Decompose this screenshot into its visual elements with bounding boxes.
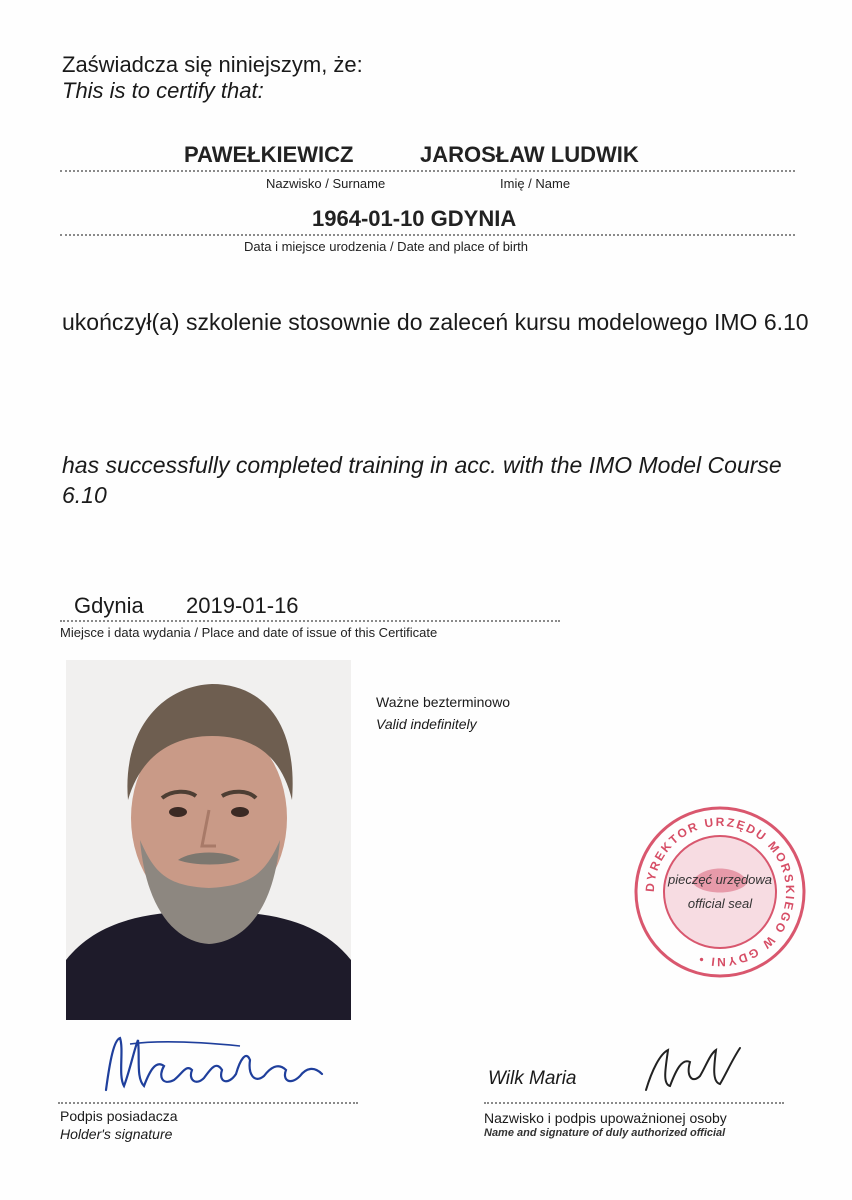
seal-stamp-graphic (632, 804, 808, 980)
authorized-signature-line (484, 1102, 784, 1104)
issue-label: Miejsce i data wydania / Place and date of issue of this Certificate (60, 625, 438, 640)
completion-text-en: has successfully completed training in acc. with the IMO Model Course 6.10 (62, 452, 782, 508)
authorized-label-en: Name and signature of duly authorized official (484, 1127, 726, 1139)
surname-label: Nazwisko / Surname (266, 176, 386, 191)
svg-text:pieczęć urzędowa: pieczęć urzędowa (667, 872, 773, 887)
authorized-handwritten-signature (636, 1040, 746, 1100)
holder-signature-graphic (100, 1030, 340, 1100)
holder-signature-line (58, 1102, 358, 1104)
intro-text-pl: Zaświadcza się niniejszym, że: (62, 52, 363, 77)
name-label: Imię / Name (500, 176, 571, 191)
validity-text-en: Valid indefinitely (376, 716, 477, 732)
given-names-value: JAROSŁAW LUDWIK (420, 142, 639, 167)
surname-value: PAWEŁKIEWICZ (184, 142, 354, 167)
holder-photo-drawing (66, 660, 351, 1020)
holder-signature-label-en: Holder's signature (60, 1126, 173, 1142)
issue-place-value: Gdynia (74, 593, 144, 618)
issue-dotted-line (60, 620, 560, 622)
holder-photo (66, 660, 351, 1020)
official-seal (632, 804, 808, 980)
authorized-signature-graphic (636, 1040, 746, 1100)
svg-text:DYREKTOR URZĘDU MORSKIEGO W GD: DYREKTOR URZĘDU MORSKIEGO W GDYNI • (642, 814, 798, 970)
completion-text-pl: ukończył(a) szkolenie stosownie do zaleceń kursu modelowego IMO 6.10 (62, 309, 809, 335)
authorized-label-pl: Nazwisko i podpis upoważnionej osoby (484, 1110, 727, 1126)
issue-date-value: 2019-01-16 (186, 593, 299, 618)
svg-text:official seal: official seal (687, 896, 753, 911)
holder-handwritten-signature (100, 1030, 340, 1100)
holder-signature-label-pl: Podpis posiadacza (60, 1108, 178, 1124)
intro-text-en: This is to certify that: (62, 78, 264, 103)
birth-value: 1964-01-10 GDYNIA (312, 206, 517, 231)
birth-dotted-line (60, 234, 795, 236)
authorized-official-name: Wilk Maria (488, 1068, 577, 1089)
birth-label: Data i miejsce urodzenia / Date and place of birth (244, 239, 528, 254)
name-dotted-line (60, 170, 795, 172)
validity-text-pl: Ważne bezterminowo (376, 694, 511, 710)
